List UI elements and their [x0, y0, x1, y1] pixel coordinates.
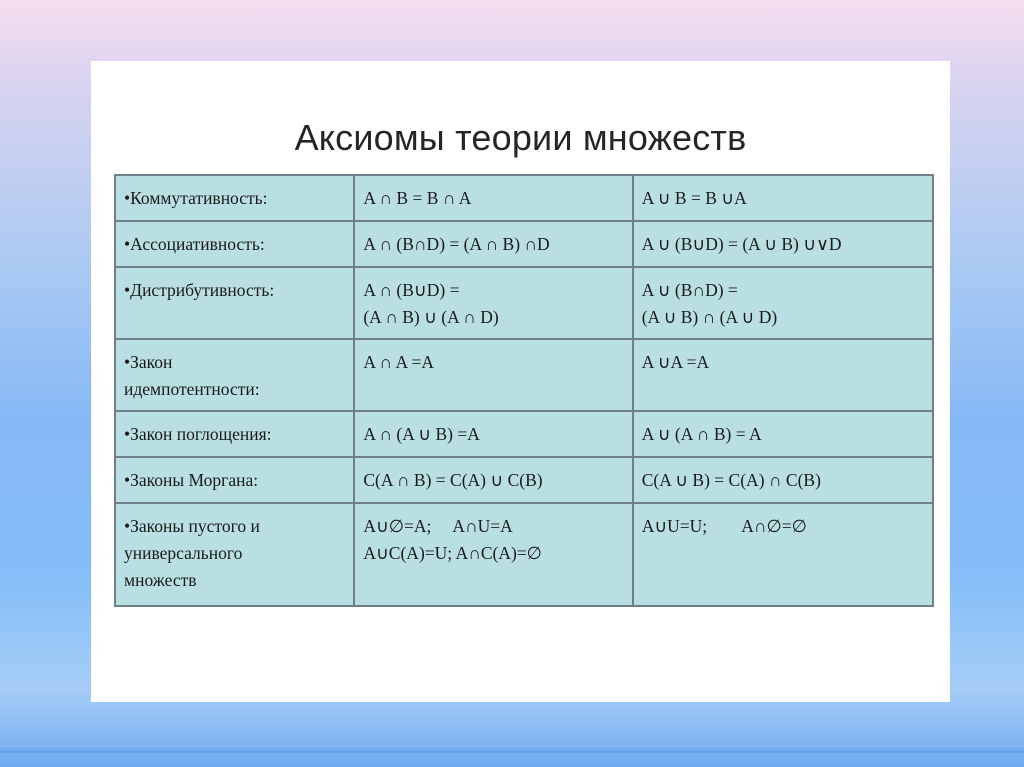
table-row	[115, 411, 933, 457]
axiom-name-cell	[115, 267, 354, 339]
axiom-name: •Законы Моргана:	[124, 470, 259, 490]
axiom-name-cell	[115, 175, 354, 221]
intersection-formula: A ∩ A =A	[363, 352, 435, 372]
union-formula: C(A ∪ B) = C(A) ∩ C(B)	[641, 470, 821, 490]
intersection-formula-line-2: (A ∩ B) ∪ (A ∩ D)	[363, 307, 499, 327]
union-formula-cell	[633, 339, 933, 411]
union-formula: A ∪ (A ∩ B) = A	[641, 424, 762, 444]
intersection-formula: A ∩ (B∩D) = (A ∩ B) ∩D	[363, 234, 550, 254]
axiom-name: •Закон поглощения:	[124, 424, 272, 444]
table-row	[115, 175, 933, 221]
intersection-formula-cell	[354, 175, 632, 221]
union-formula-cell	[633, 221, 933, 267]
axioms-table	[114, 174, 934, 607]
intersection-formula-cell	[354, 339, 632, 411]
table-row	[115, 503, 933, 606]
union-formula: A∪U=U; A∩∅=∅	[641, 516, 807, 536]
table-row	[115, 221, 933, 267]
union-formula-cell	[633, 457, 933, 503]
axiom-name-cell	[115, 339, 354, 411]
axiom-name-line-1: •Законы пустого и	[124, 516, 260, 536]
axiom-name-line-1: •Закон	[124, 352, 173, 372]
union-formula-line-2: (A ∪ B) ∩ (A ∪ D)	[641, 307, 778, 327]
axiom-name: •Дистрибутивность:	[124, 280, 275, 300]
axiom-name-cell	[115, 221, 354, 267]
union-formula-cell	[633, 175, 933, 221]
axiom-name: •Ассоциативность:	[124, 234, 265, 254]
slide	[91, 61, 950, 702]
axiom-name-line-3: множеств	[124, 570, 197, 590]
union-formula-cell	[633, 267, 933, 339]
union-formula: A ∪A =A	[641, 352, 710, 372]
bottom-decor-strip	[0, 745, 1024, 753]
intersection-formula-cell	[354, 411, 632, 457]
intersection-formula: C(A ∩ B) = C(A) ∪ C(B)	[363, 470, 543, 490]
slide-title: Аксиомы теории множеств	[294, 117, 747, 158]
intersection-formula: A ∩ (A ∪ B) =A	[363, 424, 480, 444]
union-formula-cell	[633, 503, 933, 606]
axiom-name-cell	[115, 503, 354, 606]
axiom-name-cell	[115, 457, 354, 503]
union-formula-cell	[633, 411, 933, 457]
axiom-name: •Коммутативность:	[124, 188, 268, 208]
union-formula: A ∪ (B∪D) = (A ∪ B) ∪∨D	[641, 234, 842, 254]
intersection-formula-line-1: A ∩ (B∪D) =	[363, 280, 460, 300]
intersection-formula-line-1: A∪∅=A; A∩U=A	[363, 516, 513, 536]
axiom-name-line-2: универсального	[124, 543, 243, 563]
axiom-name-line-2: идемпотентности:	[124, 379, 260, 399]
axiom-name-cell	[115, 411, 354, 457]
intersection-formula-cell	[354, 267, 632, 339]
intersection-formula-line-2: A∪C(A)=U; A∩C(A)=∅	[363, 543, 542, 563]
intersection-formula-cell	[354, 221, 632, 267]
table-row	[115, 267, 933, 339]
table-row	[115, 457, 933, 503]
intersection-formula-cell	[354, 503, 632, 606]
union-formula: A ∪ B = B ∪A	[641, 188, 747, 208]
table-row	[115, 339, 933, 411]
union-formula-line-1: A ∪ (B∩D) =	[641, 280, 738, 300]
intersection-formula: A ∩ B = B ∩ A	[363, 188, 472, 208]
intersection-formula-cell	[354, 457, 632, 503]
